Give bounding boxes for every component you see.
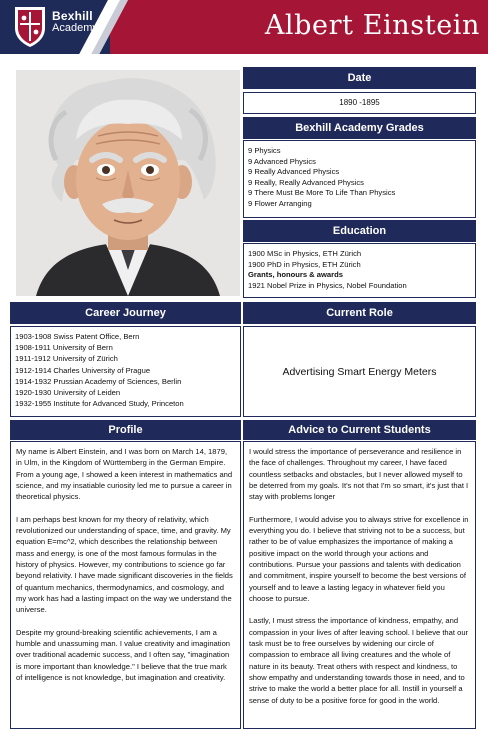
education-panel — [243, 243, 476, 298]
school-name-line2: Academy — [52, 21, 98, 34]
honour-item: 1921 Nobel Prize in Physics, Nobel Foundation — [248, 280, 407, 290]
honours-heading: Grants, honours & awards — [248, 270, 343, 280]
education-line: 1900 MSc in Physics, ETH Zürich — [248, 249, 362, 258]
current-role-heading: Current Role — [243, 302, 476, 324]
grades-heading: Bexhill Academy Grades — [243, 117, 476, 139]
page-title: Albert Einstein — [264, 10, 480, 41]
person-portrait-icon — [16, 70, 240, 296]
profile-heading: Profile — [10, 420, 241, 440]
advice-heading: Advice to Current Students — [243, 420, 476, 440]
advice-paragraph: Furthermore, I would advise you to always strive for excellence in everything you do. I believe that striving not to be a success, but rather to be of value emphasizes the importance of making a positive impact on the world through your actions and contributions. Pursue your passions and talents with dedication and commitment, inspire yourself to become the best versions of yourself and to leave a lasting legacy in whatever field you choose to pursue. — [249, 514, 469, 603]
career-item: 1903-1908 Swiss Patent Office, Bern — [15, 332, 140, 341]
advice-panel — [243, 441, 476, 729]
date-value: 1890 -1895 — [243, 92, 476, 114]
advice-paragraph: Lastly, I must stress the importance of kindness, empathy, and compassion in your lives of after leaving school. I believe that our task must be to free ourselves by widening our circle of compassion to embrace all living creatures and the whole of nature in its beauty. Treat others with respect and kindness, to show empathy and understanding towards those in need, and to strive to make the world a better place for all. Instill in yourself a sense of duty to be a positive force for good in the world. — [249, 616, 469, 705]
grade-item: 9 Advanced Physics — [248, 156, 316, 166]
current-role-panel — [243, 326, 476, 417]
current-role-value: Advertising Smart Energy Meters — [282, 365, 437, 378]
education-heading: Education — [243, 220, 476, 242]
grades-panel — [243, 140, 476, 218]
grade-item: 9 Flower Arranging — [248, 198, 312, 208]
career-panel — [10, 326, 241, 417]
date-heading: Date — [243, 67, 476, 89]
school-name-line1: Bexhill — [52, 9, 93, 23]
grade-item: 9 Really, Really Advanced Physics — [248, 177, 364, 187]
grades-list — [244, 141, 475, 215]
portrait-photo — [16, 70, 240, 296]
profile-paragraph: My name is Albert Einstein, and I was born on March 14, 1879, in Ulm, in the Kingdom of Württemberg in the German Empire. From a young age, I showed a keen interest in mathematics and science, and my insatiable curiosity led me to pursue a career in theoretical physics. — [16, 447, 233, 502]
advice-paragraph: I would stress the importance of perseverance and resilience in the face of challenges. Throughout my career, I have faced countless setbacks and obstacles, but I never allowed myself to be deterred from my goals. It's not that I'm so smart, it's just that I stay with problems longer — [249, 447, 469, 502]
grade-item: 9 There Must Be More To Life Than Physics — [248, 188, 396, 198]
career-item: 1920-1930 University of Leiden — [15, 388, 121, 398]
grade-item: 9 Physics — [248, 146, 281, 155]
profile-panel — [10, 441, 241, 729]
career-heading: Career Journey — [10, 302, 241, 324]
career-item: 1911-1912 University of Zürich — [15, 354, 118, 364]
school-crest-icon — [12, 4, 48, 48]
profile-paragraph: I am perhaps best known for my theory of relativity, which revolutionized our understanding of space, time, and gravity. My equation E=mc^2, which describes the relationship between mass and energy, is one of the most famous formulas in the history of physics. However, my contributions to science go far beyond relativity. I have made significant discoveries in the fields of quantum mechanics, thermodynamics, and cosmology, and my work has had a lasting impact on the way we understand the universe. — [16, 514, 233, 615]
career-item: 1932-1955 Institute for Advanced Study, Princeton — [15, 399, 184, 409]
page-header — [0, 0, 488, 54]
career-item: 1908-1911 University of Bern — [15, 343, 113, 353]
career-item: 1914-1932 Prussian Academy of Sciences, Berlin — [15, 376, 182, 386]
school-wordmark — [52, 10, 98, 34]
profile-paragraph: Despite my ground-breaking scientific achievements, I am a humble and unassuming man. I value creativity and imagination over traditional academic success, and I often say, "imagination is more important than knowledge." I believe that the true mark of intelligence is not knowledge, but imagination and creativity. — [16, 627, 231, 682]
career-item: 1912-1914 Charles University of Prague — [15, 365, 151, 375]
grade-item: 9 Really Advanced Physics — [248, 167, 340, 177]
education-line: 1900 PhD in Physics, ETH Zürich — [248, 259, 361, 269]
